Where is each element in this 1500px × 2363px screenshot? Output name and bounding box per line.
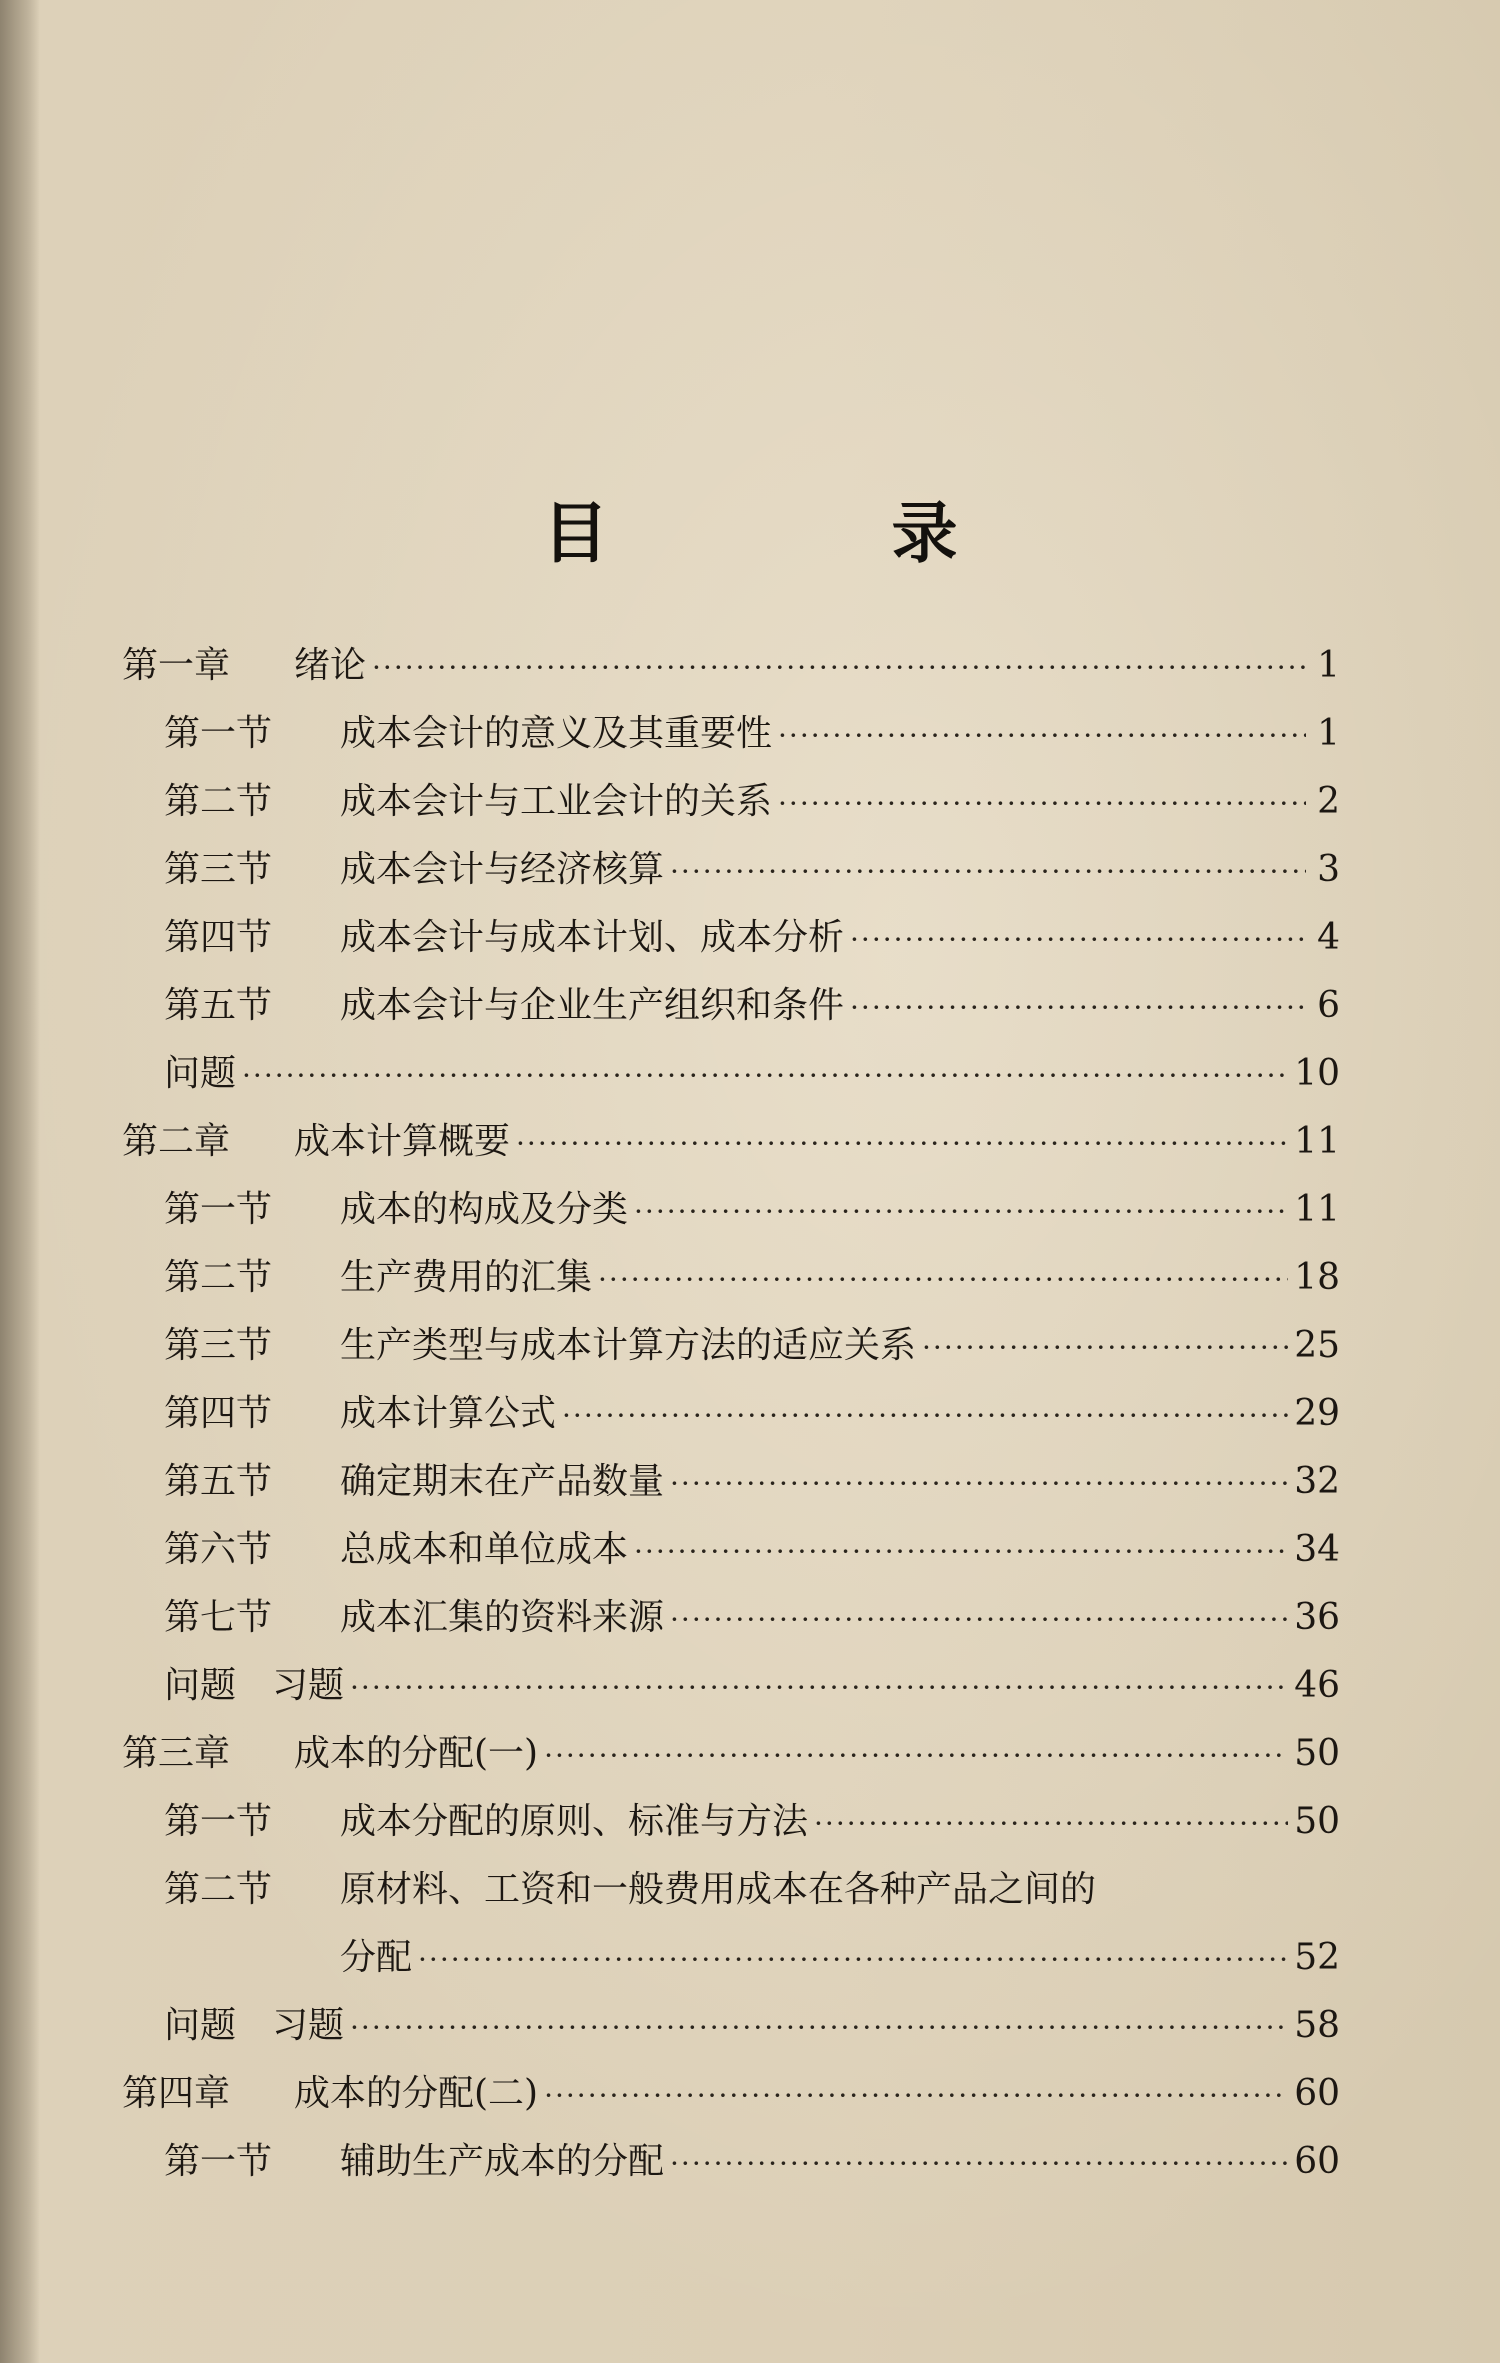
toc-title: 生产类型与成本计算方法的适应关系 [340, 1325, 917, 1366]
toc-number: 第二节 [164, 1869, 273, 1910]
toc-page-number: 32 [1294, 1461, 1340, 1502]
toc-number: 第四章 [122, 2073, 231, 2114]
toc-title: 成本会计与企业生产组织和条件 [340, 985, 845, 1026]
dot-leader [850, 906, 1306, 974]
toc-page-number: 1 [1317, 645, 1340, 686]
toc-entry-section [122, 1448, 1340, 1516]
toc-entry-section [122, 1312, 1340, 1380]
dot-leader [922, 1314, 1288, 1382]
toc-page-number: 58 [1294, 2005, 1340, 2046]
toc-page-number: 50 [1294, 1801, 1340, 1842]
toc-page-number: 10 [1294, 1053, 1340, 1094]
toc-number: 第三章 [122, 1733, 231, 1774]
toc-number: 问题 [164, 1053, 237, 1094]
table-of-contents [122, 632, 1340, 2196]
toc-entry-section [122, 1584, 1340, 1652]
toc-page-number: 18 [1294, 1257, 1340, 1298]
toc-page-number: 1 [1317, 713, 1340, 754]
toc-entry-section [122, 1788, 1340, 1856]
toc-entry-section [122, 1516, 1340, 1584]
toc-page-number: 52 [1294, 1937, 1340, 1978]
toc-title: 成本会计的意义及其重要性 [340, 713, 773, 754]
toc-page-number: 4 [1317, 917, 1340, 958]
dot-leader [634, 1178, 1288, 1246]
toc-number: 第一章 [122, 645, 231, 686]
toc-page-number: 60 [1294, 2073, 1340, 2114]
toc-entry-section [122, 2128, 1340, 2196]
toc-entry-questions [122, 1040, 1340, 1108]
toc-page-number: 3 [1317, 849, 1340, 890]
dot-leader [778, 702, 1306, 770]
book-spine-shadow [0, 0, 40, 2363]
toc-number: 第四节 [164, 1393, 273, 1434]
toc-title: 成本分配的原则、标准与方法 [340, 1801, 809, 1842]
dot-leader [562, 1382, 1288, 1450]
toc-title: 成本会计与工业会计的关系 [340, 781, 773, 822]
dot-leader [598, 1246, 1288, 1314]
toc-number: 问题 习题 [164, 2005, 345, 2046]
dot-leader [814, 1790, 1288, 1858]
toc-entry-section [122, 1176, 1340, 1244]
dot-leader [350, 1654, 1288, 1722]
toc-title: 成本的分配(一) [294, 1733, 539, 1774]
dot-leader [516, 1110, 1288, 1178]
dot-leader [670, 2130, 1288, 2198]
dot-leader [670, 838, 1306, 906]
toc-entry-continuation [122, 1924, 1340, 1992]
toc-entry-chapter [122, 1720, 1340, 1788]
toc-number: 第三节 [164, 1325, 273, 1366]
toc-entry-section [122, 768, 1340, 836]
dot-leader [850, 974, 1306, 1042]
toc-number: 第一节 [164, 1801, 273, 1842]
toc-entry-questions [122, 1652, 1340, 1720]
toc-page-number: 34 [1294, 1529, 1340, 1570]
toc-title: 成本的构成及分类 [340, 1189, 629, 1230]
toc-entry-section [122, 1244, 1340, 1312]
toc-entry-section [122, 972, 1340, 1040]
toc-title: 成本的分配(二) [294, 2073, 539, 2114]
toc-title: 生产费用的汇集 [340, 1257, 593, 1298]
toc-entry-section [122, 700, 1340, 768]
toc-title: 总成本和单位成本 [340, 1529, 629, 1570]
toc-title: 成本汇集的资料来源 [340, 1597, 665, 1638]
dot-leader [670, 1450, 1288, 1518]
toc-title: 成本计算概要 [294, 1121, 511, 1162]
dot-leader [242, 1042, 1288, 1110]
page-title: 目 录 [542, 494, 1088, 572]
dot-leader [670, 1586, 1288, 1654]
toc-entry-section [122, 904, 1340, 972]
toc-page-number: 2 [1317, 781, 1340, 822]
toc-title: 确定期末在产品数量 [340, 1461, 665, 1502]
toc-title: 辅助生产成本的分配 [340, 2141, 665, 2182]
toc-number: 第二节 [164, 781, 273, 822]
dot-leader [778, 770, 1306, 838]
toc-title: 成本计算公式 [340, 1393, 557, 1434]
toc-number: 第二节 [164, 1257, 273, 1298]
toc-page-number: 29 [1294, 1393, 1340, 1434]
dot-leader [350, 1994, 1288, 2062]
toc-entry-chapter [122, 632, 1340, 700]
toc-number: 第七节 [164, 1597, 273, 1638]
toc-page-number: 50 [1294, 1733, 1340, 1774]
toc-number: 第五节 [164, 1461, 273, 1502]
toc-page-number: 6 [1317, 985, 1340, 1026]
dot-leader [544, 2062, 1288, 2130]
toc-page-number: 36 [1294, 1597, 1340, 1638]
toc-entry-section [122, 1856, 1340, 1924]
dot-leader [372, 634, 1306, 702]
toc-number: 第六节 [164, 1529, 273, 1570]
toc-entry-questions [122, 1992, 1340, 2060]
dot-leader [544, 1722, 1288, 1790]
toc-number: 第二章 [122, 1121, 231, 1162]
toc-page-number: 11 [1294, 1121, 1340, 1162]
toc-title: 分配 [340, 1937, 413, 1978]
toc-number: 第三节 [164, 849, 273, 890]
toc-title: 成本会计与经济核算 [340, 849, 665, 890]
toc-entry-chapter [122, 2060, 1340, 2128]
toc-entry-chapter [122, 1108, 1340, 1176]
dot-leader [418, 1926, 1288, 1994]
toc-number: 问题 习题 [164, 1665, 345, 1706]
toc-number: 第一节 [164, 713, 273, 754]
toc-entry-section [122, 1380, 1340, 1448]
toc-title: 原材料、工资和一般费用成本在各种产品之间的 [340, 1869, 1097, 1910]
toc-number: 第一节 [164, 1189, 273, 1230]
toc-page-number: 60 [1294, 2141, 1340, 2182]
toc-entry-section [122, 836, 1340, 904]
toc-page-number: 46 [1294, 1665, 1340, 1706]
toc-page-number: 11 [1294, 1189, 1340, 1230]
toc-number: 第四节 [164, 917, 273, 958]
toc-page-number: 25 [1294, 1325, 1340, 1366]
toc-title: 绪论 [294, 645, 367, 686]
toc-title: 成本会计与成本计划、成本分析 [340, 917, 845, 958]
toc-number: 第一节 [164, 2141, 273, 2182]
dot-leader [634, 1518, 1288, 1586]
toc-number: 第五节 [164, 985, 273, 1026]
